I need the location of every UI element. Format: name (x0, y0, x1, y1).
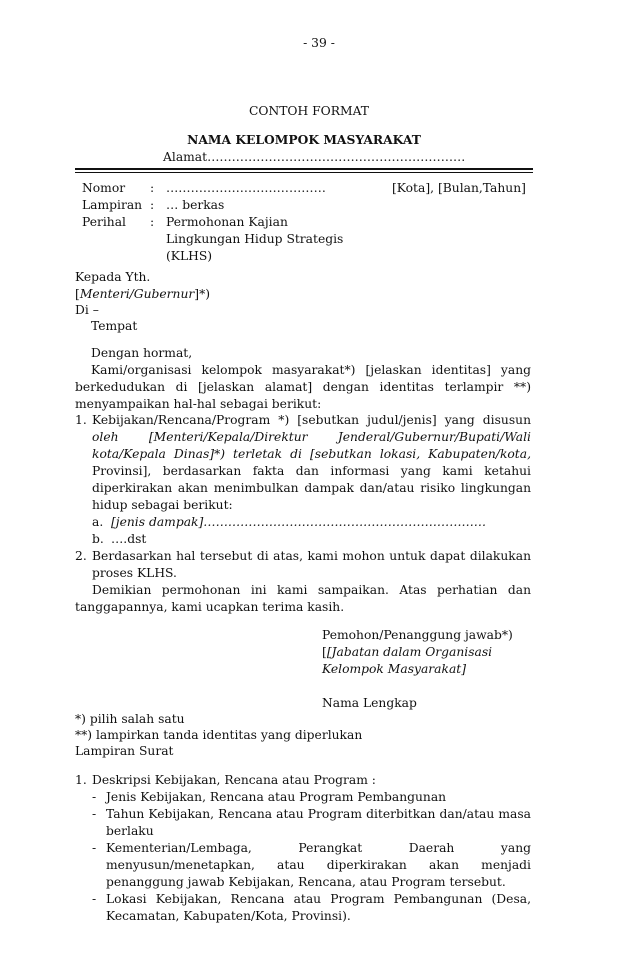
closing-line: Demikian permohonan ini kami sampaikan. Atas perhatian dan (92, 583, 531, 597)
bullet: - (92, 790, 97, 804)
perihal-line: Permohonan Kajian (166, 215, 288, 229)
signature-role: Pemohon/Penanggung jawab*) (322, 628, 513, 642)
subitem-label: b. (92, 532, 104, 546)
item-line: Berdasarkan hal tersebut di atas, kami mohon untuk dapat dilakukan (92, 549, 531, 563)
org-name: NAMA KELOMPOK MASYARAKAT (187, 132, 421, 147)
perihal-line: Lingkungan Hidup Strategis (166, 232, 344, 246)
recipient: [Menteri/Gubernur]*) (75, 287, 211, 301)
perihal-line: (KLHS) (166, 249, 213, 263)
item-line: hidup sebagai berikut: (92, 498, 233, 512)
subitem-text: [jenis dampak]…………………………………………………………… (111, 515, 487, 529)
attachment-number: 1. (75, 773, 87, 787)
letterhead-rule (75, 168, 533, 170)
di-label: Di – (75, 303, 99, 317)
recipient-name: Menteri/Gubernur (79, 287, 195, 301)
signature-position (322, 662, 466, 676)
bullet-text: berlaku (106, 824, 154, 838)
org-address: Alamat……………………………………………………… (163, 150, 466, 164)
bullet: - (92, 892, 97, 906)
bullet-text: Jenis Kebijakan, Rencana atau Program Pembangunan (106, 790, 447, 804)
paragraph-line: menyampaikan hal-hal sebagai berikut: (75, 397, 322, 411)
item-number: 2. (75, 549, 87, 563)
attachment-item-title: Deskripsi Kebijakan, Rencana atau Program : (92, 773, 376, 787)
bullet-text: menyusun/menetapkan, atau diperkirakan akan menjadi (106, 858, 531, 872)
bullet-text: Kecamatan, Kabupaten/Kota, Provinsi). (106, 909, 351, 923)
bullet-text: Kementerian/Lembaga, Perangkat Daerah yang (106, 841, 531, 855)
page-number: - 39 - (303, 36, 335, 50)
item-line: Kebijakan/Rencana/Program *) [sebutkan judul/jenis] yang disusun (92, 413, 531, 427)
item-number: 1. (75, 413, 87, 427)
tempat-label: Tempat (91, 319, 138, 333)
perihal-label: Perihal (82, 215, 126, 229)
signature-position-text: Kelompok Masyarakat] (322, 662, 467, 676)
footnote: **) lampirkan tanda identitas yang diperlukan (75, 728, 363, 742)
greeting: Kepada Yth. (75, 270, 151, 284)
lampiran-label: Lampiran (82, 198, 143, 212)
salutation: Dengan hormat, (91, 346, 193, 360)
signature-position-text: [Jabatan dalam Organisasi (326, 645, 493, 659)
attachment-title: Lampiran Surat (75, 744, 174, 758)
letterhead-rule-thin (75, 172, 533, 173)
item-line: diperkirakan akan menimbulkan dampak dan/atau risiko lingkungan (92, 481, 531, 495)
item-line: kota/Kepala Dinas]*) terletak di [sebutkan lokasi, Kabupaten/kota, (92, 447, 531, 461)
closing-line: tanggapannya, kami ucapkan terima kasih. (75, 600, 345, 614)
subitem-label: a. (92, 515, 104, 529)
bullet: - (92, 807, 97, 821)
place-date: [Kota], [Bulan,Tahun] (392, 181, 526, 195)
bullet-text: Tahun Kebijakan, Rencana atau Program diterbitkan dan/atau masa (106, 807, 531, 821)
bullet: - (92, 841, 97, 855)
bullet-text: Lokasi Kebijakan, Rencana atau Program Pembangunan (Desa, (106, 892, 531, 906)
signature-name: Nama Lengkap (322, 696, 417, 710)
perihal-colon: : (150, 215, 155, 229)
recipient-suffix: *) (199, 287, 211, 301)
nomor-value: ………………………………… (166, 181, 326, 195)
item-line: proses KLHS. (92, 566, 177, 580)
lampiran-colon: : (150, 198, 155, 212)
nomor-colon: : (150, 181, 155, 195)
signature-position: [[Jabatan dalam Organisasi (322, 645, 493, 659)
paragraph-line: Kami/organisasi kelompok masyarakat*) [jelaskan identitas] yang (91, 363, 531, 377)
subitem-text: ….dst (111, 532, 147, 546)
footnote: *) pilih salah satu (75, 712, 185, 726)
lampiran-value: … berkas (166, 198, 225, 212)
format-title: CONTOH FORMAT (248, 104, 370, 118)
paragraph-line: berkedudukan di [jelaskan alamat] dengan identitas terlampir **) (75, 380, 531, 394)
item-line: Provinsi], berdasarkan fakta dan informasi yang kami ketahui (92, 464, 531, 478)
nomor-label: Nomor (82, 181, 126, 195)
bullet-text: penanggung jawab Kebijakan, Rencana, atau Program tersebut. (106, 875, 506, 889)
item-line: oleh [Menteri/Kepala/Direktur Jenderal/Gubernur/Bupati/Wali (92, 430, 531, 444)
